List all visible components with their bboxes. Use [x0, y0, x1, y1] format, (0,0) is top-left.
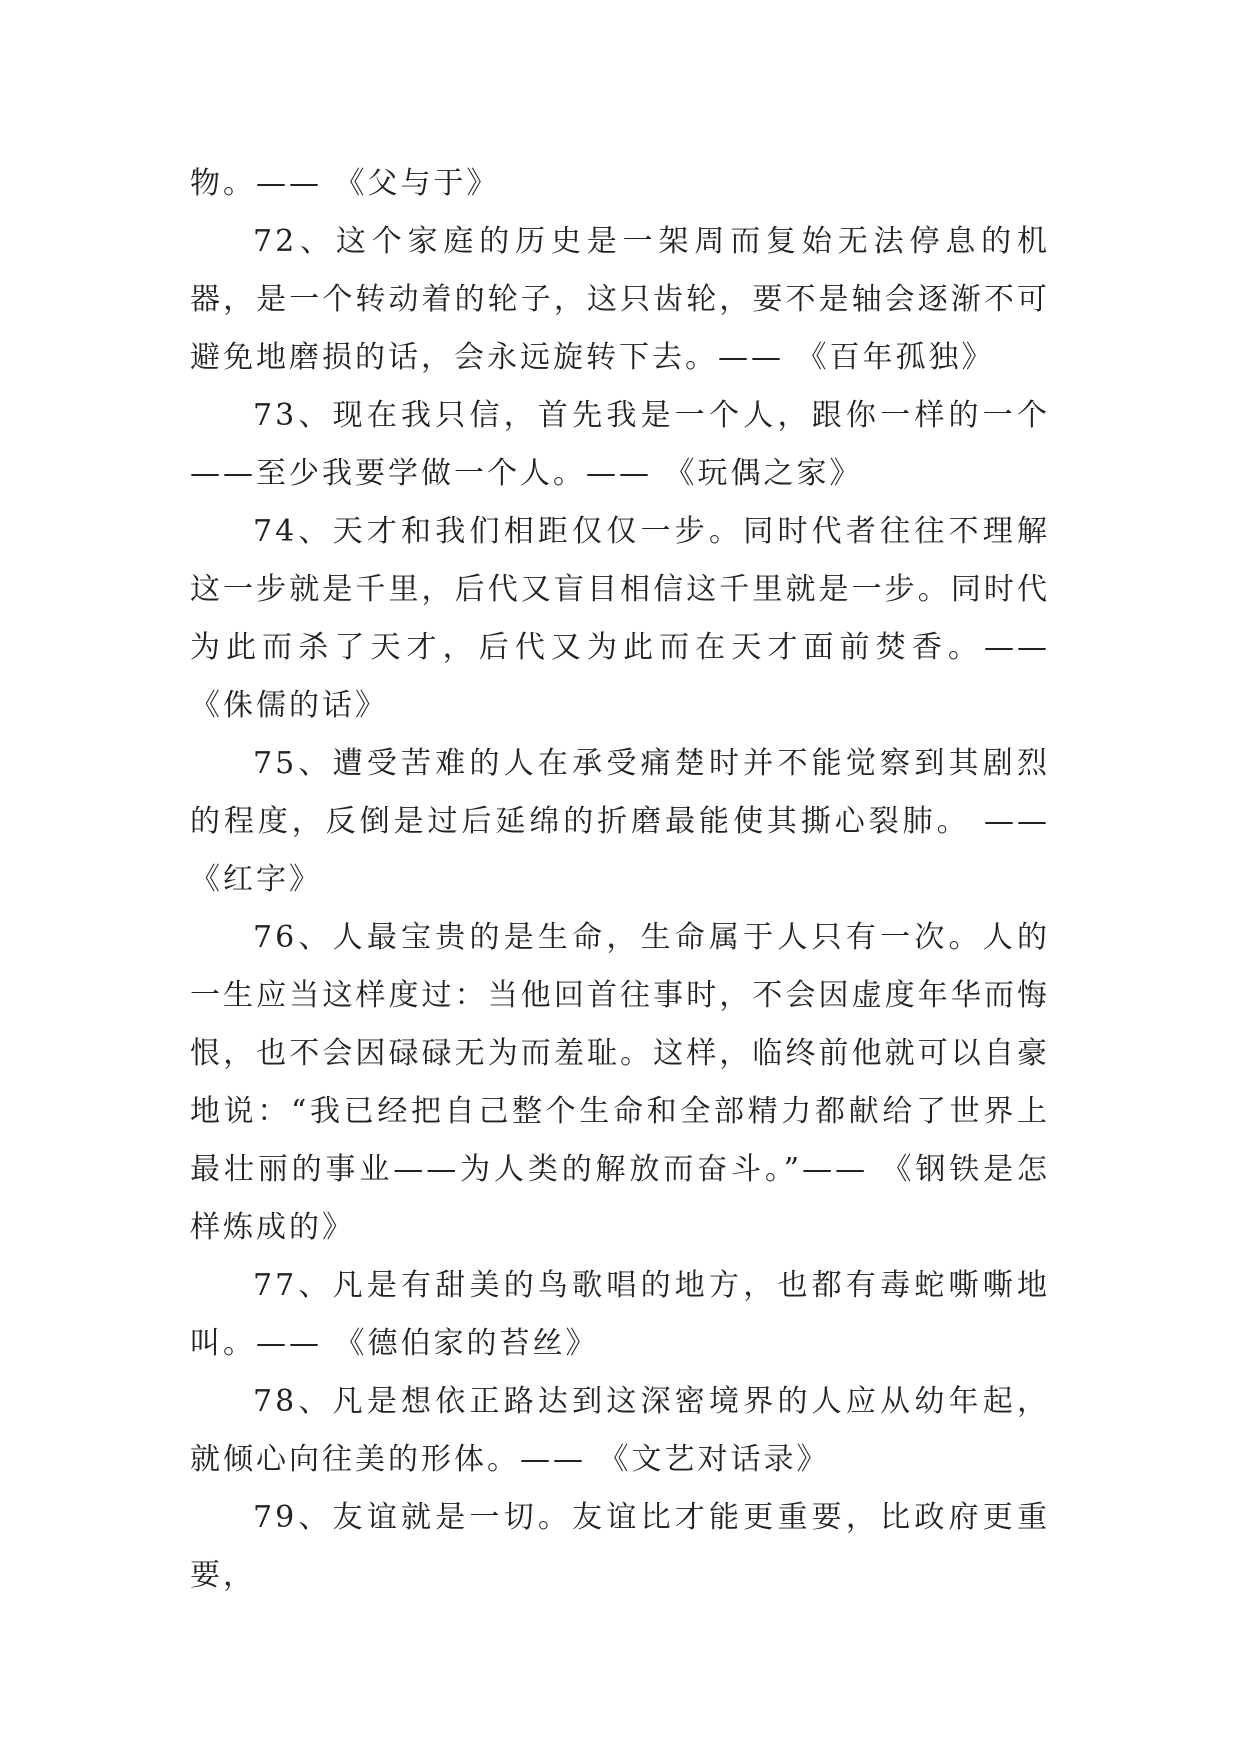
- quote-paragraph-79: 79、友谊就是一切。友谊比才能更重要，比政府更重要，: [190, 1500, 1050, 1593]
- quote-paragraph-75: 75、遭受苦难的人在承受痛楚时并不能觉察到其剧烈的程度，反倒是过后延绵的折磨最能使其撕心裂肺。 ——《红字》: [190, 746, 1050, 897]
- quote-paragraph-73: 73、现在我只信，首先我是一个人，跟你一样的一个——至少我要学做一个人。—— 《玩偶之家》: [190, 398, 1050, 491]
- quote-paragraph-74: 74、天才和我们相距仅仅一步。同时代者往往不理解这一步就是千里，后代又盲目相信这千里就是一步。同时代为此而杀了天才，后代又为此而在天才面前焚香。—— 《侏儒的话》: [190, 514, 1050, 723]
- quote-paragraph-76: 76、人最宝贵的是生命，生命属于人只有一次。人的一生应当这样度过：当他回首往事时，不会因虚度年华而悔恨，也不会因碌碌无为而羞耻。这样，临终前他就可以自豪地说：“我已经把自己整个生命和全部精力都献给了世界上最壮丽的事业——为人类的解放而奋斗。”—— 《钢铁是怎样炼成的》: [190, 920, 1050, 1245]
- quote-paragraph-72: 72、这个家庭的历史是一架周而复始无法停息的机器，是一个转动着的轮子，这只齿轮，要不是轴会逐渐不可避免地磨损的话，会永远旋转下去。—— 《百年孤独》: [190, 224, 1050, 375]
- quote-paragraph-78: 78、凡是想依正路达到这深密境界的人应从幼年起，就倾心向往美的形体。—— 《文艺对话录》: [190, 1384, 1050, 1477]
- document-body: [190, 155, 1050, 1605]
- quote-paragraph-77: 77、凡是有甜美的鸟歌唱的地方，也都有毒蛇嘶嘶地叫。—— 《德伯家的苔丝》: [190, 1268, 1050, 1361]
- paragraph-continuation: 物。—— 《父与于》: [190, 166, 500, 201]
